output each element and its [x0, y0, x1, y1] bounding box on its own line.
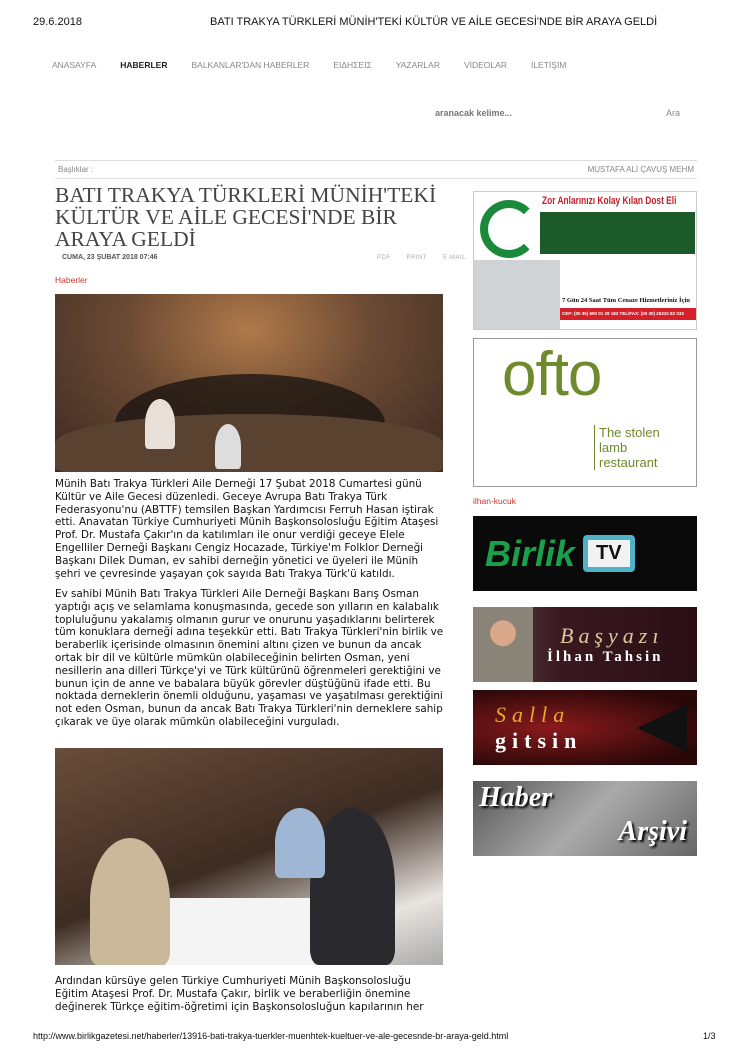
funeral-services-ad[interactable] [473, 191, 697, 330]
article-paragraph-3: Ardından kürsüye gelen Türkiye Cumhuriyeti Münih Başkonsolosluğu Eğitim Ataşesi Prof. Dr. Mustafa Çakır, birlik ve beraberliğin önemine değinerek Türkçe eğitim-öğretimi için Başkonsolosluğun kapılarının her [55, 975, 424, 1013]
search-button[interactable]: Ara [666, 108, 681, 118]
nav-eidiseis[interactable]: ΕΙΔΗΣΕΙΣ [333, 60, 372, 70]
nav-balkanlardan-haberler[interactable]: BALKANLAR'DAN HABERLER [191, 60, 310, 70]
megaphone-icon [637, 704, 687, 752]
article-title: BATI TRAKYA TÜRKLERİ MÜNİH'TEKİ KÜLTÜR VE AİLE GECESİ'NDE BİR ARAYA GELDİ [55, 183, 437, 251]
ad-green-panel [540, 212, 695, 254]
birlik-logo: Birlik [485, 532, 576, 574]
ticker-label: Başlıklar : [58, 165, 94, 174]
email-button[interactable]: E-MAIL [443, 255, 467, 261]
author-portrait [473, 607, 533, 682]
nav-yazarlar[interactable]: YAZARLAR [395, 60, 440, 70]
basyazi-title: Başyazı [560, 623, 664, 648]
nav-haberler[interactable]: HABERLER [120, 60, 168, 70]
basyazi-banner[interactable] [473, 607, 697, 682]
salla-gitsin-banner[interactable] [473, 690, 697, 765]
salla-text: Salla [495, 701, 571, 727]
article-paragraph-1: Münih Batı Trakya Türkleri Aile Derneği 17 Şubat 2018 Cumartesi günü Kültür ve Aile Gecesi düzenledi. Geceye Avrupa Batı Trakya Türk Federasyonu'nu (ABTTF) temsilen Başkan Yardımcısı Ferruh Hasan iştirak etti. Anavatan Türkiye Cumhuriyeti Münih Başkonsolosluğu Eğitim Ataşesi Prof. Dr. Mustafa Çakır'ın da katılımları ile onur verdiği geceye Elele Engelliler Derneği Başkanı Cengiz Hocazade, Türkiye'm Folklor Derneği Başkanı Dilek Duman, ev sahibi derneğin yönetici ve üyeleri ile Münih şehri ve çevresinde yaşayan çok sayıda Batı Trakya Türk'ü katıldı. [55, 478, 439, 580]
article-date: CUMA, 23 ŞUBAT 2018 07:46 [62, 254, 158, 261]
print-date: 29.6.2018 [33, 16, 82, 28]
page-number: 1/3 [703, 1031, 716, 1041]
search-input[interactable]: aranacak kelime... [435, 108, 513, 118]
haber-text: Haber [479, 782, 553, 813]
basyazi-author: İlhan Tahsin [547, 649, 664, 665]
nav-iletisim[interactable]: İLETİŞİM [530, 60, 567, 70]
event-photo-table [55, 748, 443, 965]
ad-headline: Zor Anlarınızı Kolay Kılan Dost Eli [542, 195, 677, 207]
nav-videolar[interactable]: VİDEOLAR [463, 60, 507, 70]
nav-anasayfa[interactable]: ANASAYFA [52, 60, 97, 70]
gitsin-text: gitsin [495, 727, 583, 753]
birlik-tv-banner[interactable] [473, 516, 697, 591]
ad-subline: 7 Gün 24 Saat Tüm Cenaze Hizmetleriniz İçin [562, 297, 690, 304]
category-link[interactable]: Haberler [55, 275, 88, 285]
broken-image-ilhan-kucuk: ilhan-kucuk [473, 496, 516, 506]
ad-van-photo [474, 260, 560, 330]
ticker-item[interactable]: MUSTAFA ALİ ÇAVUŞ MEHM [587, 165, 694, 174]
pdf-button[interactable]: PDF [377, 255, 391, 261]
crescent-logo-icon [480, 200, 538, 258]
ofto-tagline: The stolen lamb restaurant [594, 425, 674, 470]
ad-phone: CEP: (00 30) 690 01 29 183 TEL/FAX: (00 30) 25310 83 033 [560, 308, 697, 320]
headline-ticker [55, 160, 697, 179]
footer-url: http://www.birlikgazetesi.net/haberler/13916-bati-trakya-tuerkler-muenhtek-kueltuer-ve-ale-gecesnde-br-araya-geld.html [33, 1031, 509, 1041]
main-nav [52, 60, 590, 70]
print-title: BATI TRAKYA TÜRKLERİ MÜNİH'TEKİ KÜLTÜR VE AİLE GECESİ'NDE BİR ARAYA GELDİ [210, 16, 658, 28]
haber-arsivi-banner[interactable] [473, 781, 697, 856]
article-tools [377, 255, 466, 261]
arsivi-text: Arşivi [618, 816, 687, 847]
print-button[interactable]: PRINT [406, 255, 427, 261]
ofto-logo: ofto [502, 340, 602, 409]
tv-icon: TV [583, 535, 635, 572]
event-photo-dancers [55, 294, 443, 472]
ofto-restaurant-ad[interactable] [473, 338, 697, 487]
article-paragraph-2: Ev sahibi Münih Batı Trakya Türkleri Aile Derneği Başkanı Barış Osman yaptığı açış ve selamlama konuşmasında, gecede son yılların en kalabalık topluluğunu yakalamış olmanın gurur ve onurunu yaşadıklarını belirterek tüm konuklara derneği adına teşekkür etti. Batı Trakya Türkleri'nin birlik ve beraberlik içerisinde olmasının önemini altını çizen ve bunun da ancak ortak bir dil ve kültürle mümkün olabileceğinin belirten Osman, yeni nesillerin ana dilleri Türkçe'yi ve Türk kültürünü öğrenmeleri gerektiğini ve bunun için de anne ve babalara büyük görevler düştüğünü ifade etti. Bu noktada derneklerin önemli olduğunu, yaşaması ve yaşatılması gerektiğini not eden Osman, bunun da ancak Batı Trakya Türkleri'nin derneklere sahip çıkarak ve üye olarak mümkün olabileceğini vurguladı. [55, 588, 444, 728]
